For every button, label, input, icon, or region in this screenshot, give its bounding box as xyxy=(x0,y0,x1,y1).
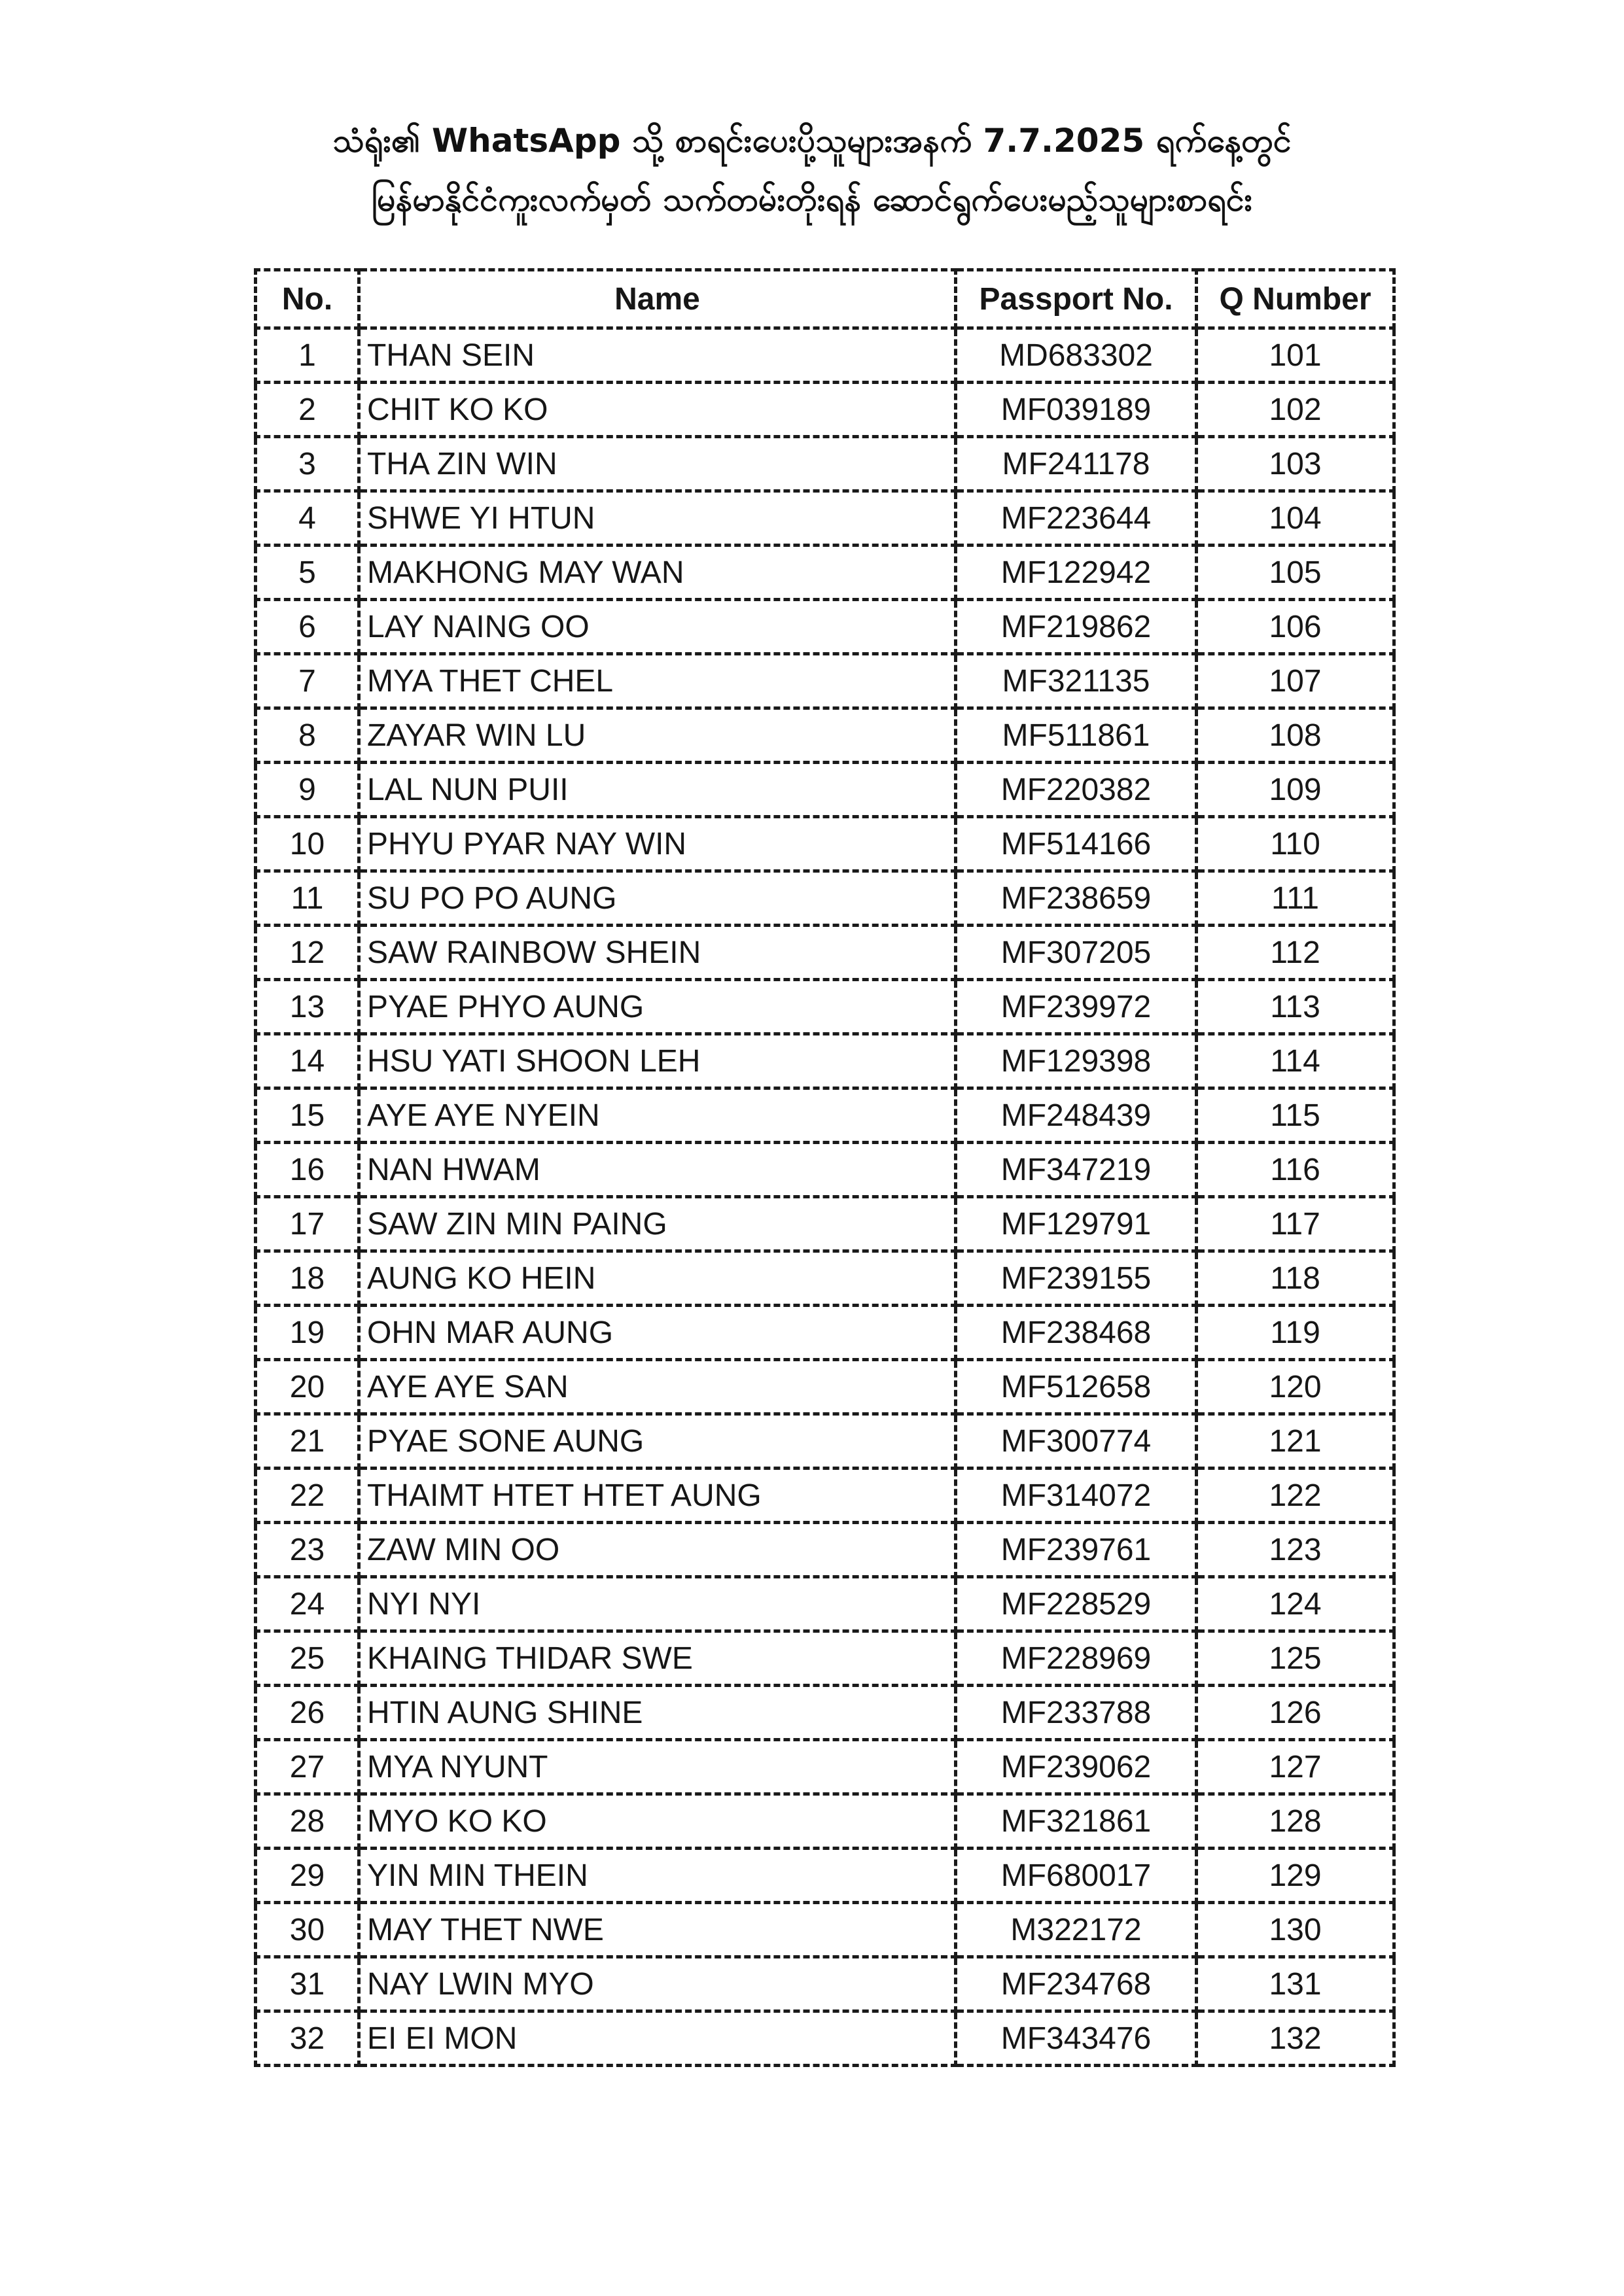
row-passport-cell: MF122942 xyxy=(956,546,1197,600)
row-passport-cell: MF129398 xyxy=(956,1034,1197,1088)
row-name-cell: HSU YATI SHOON LEH xyxy=(359,1034,956,1088)
row-passport-cell: MF511861 xyxy=(956,708,1197,763)
row-passport-cell: MF514166 xyxy=(956,817,1197,871)
row-q-number-cell: 124 xyxy=(1197,1577,1394,1631)
table-row xyxy=(256,1957,1394,2011)
header-q-number: Q Number xyxy=(1197,270,1394,328)
row-passport-cell: MF248439 xyxy=(956,1088,1197,1143)
row-passport-cell: MF300774 xyxy=(956,1414,1197,1469)
row-name-cell: ZAW MIN OO xyxy=(359,1523,956,1577)
row-name-cell: ZAYAR WIN LU xyxy=(359,708,956,763)
row-number-cell: 32 xyxy=(256,2011,359,2066)
row-passport-cell: MF234768 xyxy=(956,1957,1197,2011)
table-row xyxy=(256,1469,1394,1523)
header-no: No. xyxy=(256,270,359,328)
row-number-cell: 17 xyxy=(256,1197,359,1251)
row-q-number-cell: 120 xyxy=(1197,1360,1394,1414)
row-name-cell: MYA THET CHEL xyxy=(359,654,956,708)
row-number-cell: 3 xyxy=(256,437,359,491)
table-row xyxy=(256,1360,1394,1414)
row-number-cell: 12 xyxy=(256,926,359,980)
row-number-cell: 1 xyxy=(256,328,359,383)
table-row xyxy=(256,654,1394,708)
row-name-cell: PYAE SONE AUNG xyxy=(359,1414,956,1469)
row-q-number-cell: 123 xyxy=(1197,1523,1394,1577)
row-passport-cell: MF321135 xyxy=(956,654,1197,708)
row-passport-cell: MF307205 xyxy=(956,926,1197,980)
row-passport-cell: MF228529 xyxy=(956,1577,1197,1631)
row-passport-cell: M322172 xyxy=(956,1903,1197,1957)
row-q-number-cell: 102 xyxy=(1197,383,1394,437)
row-number-cell: 2 xyxy=(256,383,359,437)
row-passport-cell: MF223644 xyxy=(956,491,1197,546)
row-passport-cell: MF238468 xyxy=(956,1306,1197,1360)
table-row xyxy=(256,1740,1394,1794)
row-q-number-cell: 103 xyxy=(1197,437,1394,491)
row-passport-cell: MF314072 xyxy=(956,1469,1197,1523)
row-name-cell: NYI NYI xyxy=(359,1577,956,1631)
row-passport-cell: MF239761 xyxy=(956,1523,1197,1577)
title-line-1: သံရုံး၏ WhatsApp သို့ စာရင်းပေးပို့သူများအနက် 7.7.2025 ရက်နေ့တွင် xyxy=(332,122,1292,160)
row-name-cell: KHAING THIDAR SWE xyxy=(359,1631,956,1686)
row-name-cell: THAN SEIN xyxy=(359,328,956,383)
row-name-cell: MAKHONG MAY WAN xyxy=(359,546,956,600)
table-row xyxy=(256,2011,1394,2066)
row-q-number-cell: 122 xyxy=(1197,1469,1394,1523)
row-name-cell: AUNG KO HEIN xyxy=(359,1251,956,1306)
table-row xyxy=(256,708,1394,763)
row-number-cell: 11 xyxy=(256,871,359,926)
row-q-number-cell: 130 xyxy=(1197,1903,1394,1957)
row-name-cell: MAY THET NWE xyxy=(359,1903,956,1957)
row-name-cell: NAY LWIN MYO xyxy=(359,1957,956,2011)
row-q-number-cell: 104 xyxy=(1197,491,1394,546)
row-name-cell: PHYU PYAR NAY WIN xyxy=(359,817,956,871)
header-name: Name xyxy=(359,270,956,328)
row-number-cell: 26 xyxy=(256,1686,359,1740)
row-number-cell: 18 xyxy=(256,1251,359,1306)
row-q-number-cell: 131 xyxy=(1197,1957,1394,2011)
header-passport: Passport No. xyxy=(956,270,1197,328)
table-row xyxy=(256,437,1394,491)
document-title xyxy=(0,111,1624,229)
row-q-number-cell: 110 xyxy=(1197,817,1394,871)
table-row xyxy=(256,1197,1394,1251)
row-name-cell: MYO KO KO xyxy=(359,1794,956,1849)
row-name-cell: AYE AYE SAN xyxy=(359,1360,956,1414)
row-number-cell: 21 xyxy=(256,1414,359,1469)
table-row xyxy=(256,1523,1394,1577)
table-row xyxy=(256,926,1394,980)
row-number-cell: 5 xyxy=(256,546,359,600)
row-number-cell: 20 xyxy=(256,1360,359,1414)
table-row xyxy=(256,491,1394,546)
roster-table xyxy=(254,268,1396,2067)
row-q-number-cell: 111 xyxy=(1197,871,1394,926)
table-row xyxy=(256,328,1394,383)
table-body xyxy=(256,328,1394,2066)
table-row xyxy=(256,1631,1394,1686)
table-row xyxy=(256,1143,1394,1197)
row-number-cell: 13 xyxy=(256,980,359,1034)
row-number-cell: 6 xyxy=(256,600,359,654)
row-passport-cell: MF239155 xyxy=(956,1251,1197,1306)
row-name-cell: LAL NUN PUII xyxy=(359,763,956,817)
row-name-cell: SHWE YI HTUN xyxy=(359,491,956,546)
table-row xyxy=(256,600,1394,654)
row-name-cell: THA ZIN WIN xyxy=(359,437,956,491)
table-row xyxy=(256,1849,1394,1903)
row-name-cell: SU PO PO AUNG xyxy=(359,871,956,926)
row-q-number-cell: 125 xyxy=(1197,1631,1394,1686)
row-name-cell: CHIT KO KO xyxy=(359,383,956,437)
row-name-cell: YIN MIN THEIN xyxy=(359,1849,956,1903)
row-number-cell: 24 xyxy=(256,1577,359,1631)
row-number-cell: 4 xyxy=(256,491,359,546)
row-passport-cell: MF239062 xyxy=(956,1740,1197,1794)
row-number-cell: 15 xyxy=(256,1088,359,1143)
row-q-number-cell: 129 xyxy=(1197,1849,1394,1903)
row-number-cell: 30 xyxy=(256,1903,359,1957)
row-q-number-cell: 128 xyxy=(1197,1794,1394,1849)
table-row xyxy=(256,1088,1394,1143)
row-passport-cell: MF321861 xyxy=(956,1794,1197,1849)
row-q-number-cell: 112 xyxy=(1197,926,1394,980)
table-row xyxy=(256,1251,1394,1306)
row-name-cell: AYE AYE NYEIN xyxy=(359,1088,956,1143)
row-passport-cell: MF512658 xyxy=(956,1360,1197,1414)
table-row xyxy=(256,817,1394,871)
row-name-cell: SAW ZIN MIN PAING xyxy=(359,1197,956,1251)
table-header-row xyxy=(256,270,1394,328)
table-row xyxy=(256,1414,1394,1469)
table-row xyxy=(256,1686,1394,1740)
row-name-cell: NAN HWAM xyxy=(359,1143,956,1197)
roster-table-wrapper xyxy=(254,268,1396,2067)
row-number-cell: 22 xyxy=(256,1469,359,1523)
table-row xyxy=(256,1577,1394,1631)
row-q-number-cell: 114 xyxy=(1197,1034,1394,1088)
row-q-number-cell: 108 xyxy=(1197,708,1394,763)
row-q-number-cell: 106 xyxy=(1197,600,1394,654)
row-number-cell: 9 xyxy=(256,763,359,817)
row-name-cell: EI EI MON xyxy=(359,2011,956,2066)
row-number-cell: 28 xyxy=(256,1794,359,1849)
row-q-number-cell: 126 xyxy=(1197,1686,1394,1740)
row-number-cell: 16 xyxy=(256,1143,359,1197)
row-passport-cell: MF241178 xyxy=(956,437,1197,491)
table-row xyxy=(256,980,1394,1034)
row-q-number-cell: 105 xyxy=(1197,546,1394,600)
row-q-number-cell: 127 xyxy=(1197,1740,1394,1794)
row-number-cell: 27 xyxy=(256,1740,359,1794)
row-q-number-cell: 113 xyxy=(1197,980,1394,1034)
row-name-cell: PYAE PHYO AUNG xyxy=(359,980,956,1034)
row-q-number-cell: 118 xyxy=(1197,1251,1394,1306)
row-name-cell: HTIN AUNG SHINE xyxy=(359,1686,956,1740)
row-passport-cell: MF228969 xyxy=(956,1631,1197,1686)
row-name-cell: THAIMT HTET HTET AUNG xyxy=(359,1469,956,1523)
row-passport-cell: MF239972 xyxy=(956,980,1197,1034)
table-row xyxy=(256,1034,1394,1088)
row-number-cell: 8 xyxy=(256,708,359,763)
table-row xyxy=(256,1794,1394,1849)
row-passport-cell: MF347219 xyxy=(956,1143,1197,1197)
table-row xyxy=(256,546,1394,600)
row-q-number-cell: 132 xyxy=(1197,2011,1394,2066)
row-passport-cell: MF233788 xyxy=(956,1686,1197,1740)
table-row xyxy=(256,763,1394,817)
row-passport-cell: MF238659 xyxy=(956,871,1197,926)
row-passport-cell: MF680017 xyxy=(956,1849,1197,1903)
row-q-number-cell: 109 xyxy=(1197,763,1394,817)
table-row xyxy=(256,1903,1394,1957)
row-q-number-cell: 121 xyxy=(1197,1414,1394,1469)
row-number-cell: 10 xyxy=(256,817,359,871)
row-q-number-cell: 116 xyxy=(1197,1143,1394,1197)
row-name-cell: SAW RAINBOW SHEIN xyxy=(359,926,956,980)
row-passport-cell: MF343476 xyxy=(956,2011,1197,2066)
row-q-number-cell: 117 xyxy=(1197,1197,1394,1251)
row-passport-cell: MF039189 xyxy=(956,383,1197,437)
table-row xyxy=(256,871,1394,926)
table-row xyxy=(256,1306,1394,1360)
row-q-number-cell: 101 xyxy=(1197,328,1394,383)
row-passport-cell: MF129791 xyxy=(956,1197,1197,1251)
row-q-number-cell: 107 xyxy=(1197,654,1394,708)
row-number-cell: 14 xyxy=(256,1034,359,1088)
row-q-number-cell: 115 xyxy=(1197,1088,1394,1143)
row-number-cell: 23 xyxy=(256,1523,359,1577)
row-name-cell: OHN MAR AUNG xyxy=(359,1306,956,1360)
row-q-number-cell: 119 xyxy=(1197,1306,1394,1360)
row-passport-cell: MF219862 xyxy=(956,600,1197,654)
row-number-cell: 31 xyxy=(256,1957,359,2011)
row-number-cell: 29 xyxy=(256,1849,359,1903)
table-row xyxy=(256,383,1394,437)
row-name-cell: MYA NYUNT xyxy=(359,1740,956,1794)
row-passport-cell: MD683302 xyxy=(956,328,1197,383)
row-name-cell: LAY NAING OO xyxy=(359,600,956,654)
row-number-cell: 25 xyxy=(256,1631,359,1686)
title-line-2: မြန်မာနိုင်ငံကူးလက်မှတ် သက်တမ်းတိုးရန် ဆောင်ရွက်ပေးမည့်သူများစာရင်း xyxy=(371,181,1253,218)
row-passport-cell: MF220382 xyxy=(956,763,1197,817)
row-number-cell: 19 xyxy=(256,1306,359,1360)
row-number-cell: 7 xyxy=(256,654,359,708)
